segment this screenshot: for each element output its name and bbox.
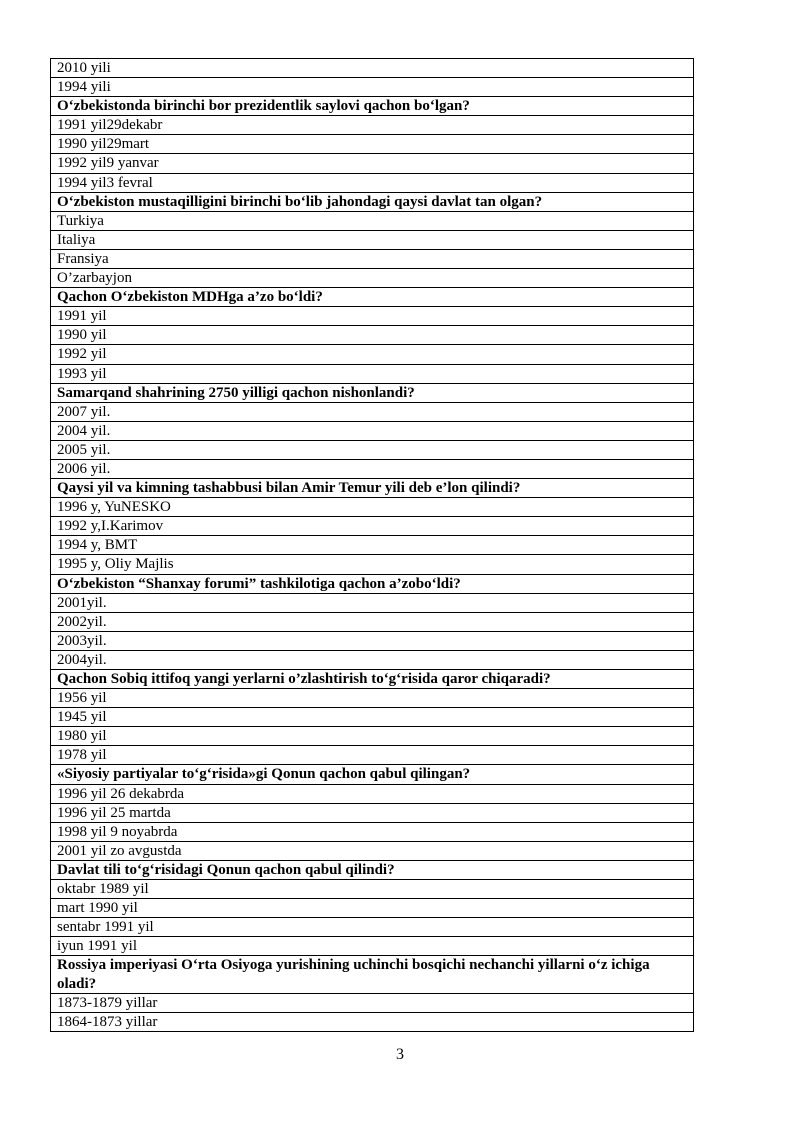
answer-option: 1994 yil3 fevral <box>51 173 694 192</box>
answer-row <box>51 841 694 860</box>
answer-row <box>51 899 694 918</box>
question-text: Davlat tili to‘g‘risidagi Qonun qachon qabul qilindi? <box>51 860 694 879</box>
answer-row <box>51 230 694 249</box>
answer-option: 1864-1873 yillar <box>51 1012 694 1031</box>
answer-row <box>51 249 694 268</box>
question-row <box>51 97 694 116</box>
answer-option: 2004 yil. <box>51 421 694 440</box>
answer-row <box>51 364 694 383</box>
answer-option: 1990 yil29mart <box>51 135 694 154</box>
answer-option: 1945 yil <box>51 708 694 727</box>
answer-option: 1996 yil 25 martda <box>51 803 694 822</box>
answer-row <box>51 612 694 631</box>
answer-row <box>51 650 694 669</box>
answer-option: iyun 1991 yil <box>51 937 694 956</box>
question-row <box>51 860 694 879</box>
answer-option: 1956 yil <box>51 689 694 708</box>
answer-row <box>51 822 694 841</box>
question-text: O‘zbekiston mustaqilligini birinchi bo‘lib jahondagi qaysi davlat tan olgan? <box>51 192 694 211</box>
answer-row <box>51 993 694 1012</box>
question-text: «Siyosiy partiyalar to‘g‘risida»gi Qonun qachon qabul qilingan? <box>51 765 694 784</box>
answer-row <box>51 421 694 440</box>
answer-option: 1995 y, Oliy Majlis <box>51 555 694 574</box>
question-row <box>51 288 694 307</box>
answer-row <box>51 173 694 192</box>
answer-option: 1996 yil 26 dekabrda <box>51 784 694 803</box>
answer-row <box>51 593 694 612</box>
answer-option: oktabr 1989 yil <box>51 880 694 899</box>
answer-option: 1994 y, BMT <box>51 536 694 555</box>
question-text: Qachon O‘zbekiston MDHga a’zo bo‘ldi? <box>51 288 694 307</box>
answer-row <box>51 211 694 230</box>
question-text: Samarqand shahrining 2750 yilligi qachon nishonlandi? <box>51 383 694 402</box>
answer-row <box>51 784 694 803</box>
answer-row <box>51 689 694 708</box>
answer-option: 1993 yil <box>51 364 694 383</box>
question-row <box>51 383 694 402</box>
answer-option: Turkiya <box>51 211 694 230</box>
answer-option: 2007 yil. <box>51 402 694 421</box>
question-row <box>51 574 694 593</box>
question-row <box>51 192 694 211</box>
quiz-table <box>50 58 694 1032</box>
question-row <box>51 670 694 689</box>
answer-option: 1994 yili <box>51 78 694 97</box>
answer-option: Fransiya <box>51 249 694 268</box>
answer-option: 1990 yil <box>51 326 694 345</box>
question-text: O‘zbekistonda birinchi bor prezidentlik saylovi qachon bo‘lgan? <box>51 97 694 116</box>
answer-row <box>51 803 694 822</box>
answer-row <box>51 269 694 288</box>
answer-option: 1992 y,I.Karimov <box>51 517 694 536</box>
answer-option: 2001 yil zo avgustda <box>51 841 694 860</box>
answer-option: mart 1990 yil <box>51 899 694 918</box>
answer-row <box>51 326 694 345</box>
answer-option: 1991 yil <box>51 307 694 326</box>
answer-row <box>51 154 694 173</box>
answer-option: 2002yil. <box>51 612 694 631</box>
answer-row <box>51 135 694 154</box>
answer-row <box>51 708 694 727</box>
answer-option: sentabr 1991 yil <box>51 918 694 937</box>
answer-option: Italiya <box>51 230 694 249</box>
question-row <box>51 765 694 784</box>
answer-row <box>51 918 694 937</box>
answer-option: 2004yil. <box>51 650 694 669</box>
answer-row <box>51 1012 694 1031</box>
answer-option: 2003yil. <box>51 631 694 650</box>
answer-row <box>51 727 694 746</box>
quiz-table-body <box>51 59 694 1032</box>
question-text: Qachon Sobiq ittifoq yangi yerlarni o’zlashtirish to‘g‘risida qaror chiqaradi? <box>51 670 694 689</box>
answer-row <box>51 59 694 78</box>
answer-row <box>51 116 694 135</box>
answer-option: 2006 yil. <box>51 459 694 478</box>
answer-option: 1996 y, YuNESKO <box>51 498 694 517</box>
answer-row <box>51 937 694 956</box>
answer-option: O’zarbayjon <box>51 269 694 288</box>
question-row <box>51 956 694 993</box>
answer-option: 1992 yil9 yanvar <box>51 154 694 173</box>
answer-row <box>51 498 694 517</box>
page-number: 3 <box>396 1046 404 1063</box>
answer-option: 1991 yil29dekabr <box>51 116 694 135</box>
answer-row <box>51 307 694 326</box>
answer-row <box>51 746 694 765</box>
answer-row <box>51 345 694 364</box>
answer-row <box>51 631 694 650</box>
answer-row <box>51 536 694 555</box>
question-row <box>51 479 694 498</box>
answer-option: 1998 yil 9 noyabrda <box>51 822 694 841</box>
answer-row <box>51 517 694 536</box>
answer-row <box>51 459 694 478</box>
answer-row <box>51 555 694 574</box>
answer-row <box>51 880 694 899</box>
answer-option: 1980 yil <box>51 727 694 746</box>
answer-option: 1978 yil <box>51 746 694 765</box>
answer-option: 1992 yil <box>51 345 694 364</box>
question-text: O‘zbekiston “Shanxay forumi” tashkilotiga qachon a’zobo‘ldi? <box>51 574 694 593</box>
answer-option: 2010 yili <box>51 59 694 78</box>
answer-option: 1873-1879 yillar <box>51 993 694 1012</box>
question-text: Rossiya imperiyasi O‘rta Osiyoga yurishining uchinchi bosqichi nechanchi yillarni o‘z ichiga oladi? <box>51 956 694 993</box>
answer-row <box>51 402 694 421</box>
answer-row <box>51 440 694 459</box>
answer-row <box>51 78 694 97</box>
question-text: Qaysi yil va kimning tashabbusi bilan Amir Temur yili deb e’lon qilindi? <box>51 479 694 498</box>
answer-option: 2001yil. <box>51 593 694 612</box>
answer-option: 2005 yil. <box>51 440 694 459</box>
